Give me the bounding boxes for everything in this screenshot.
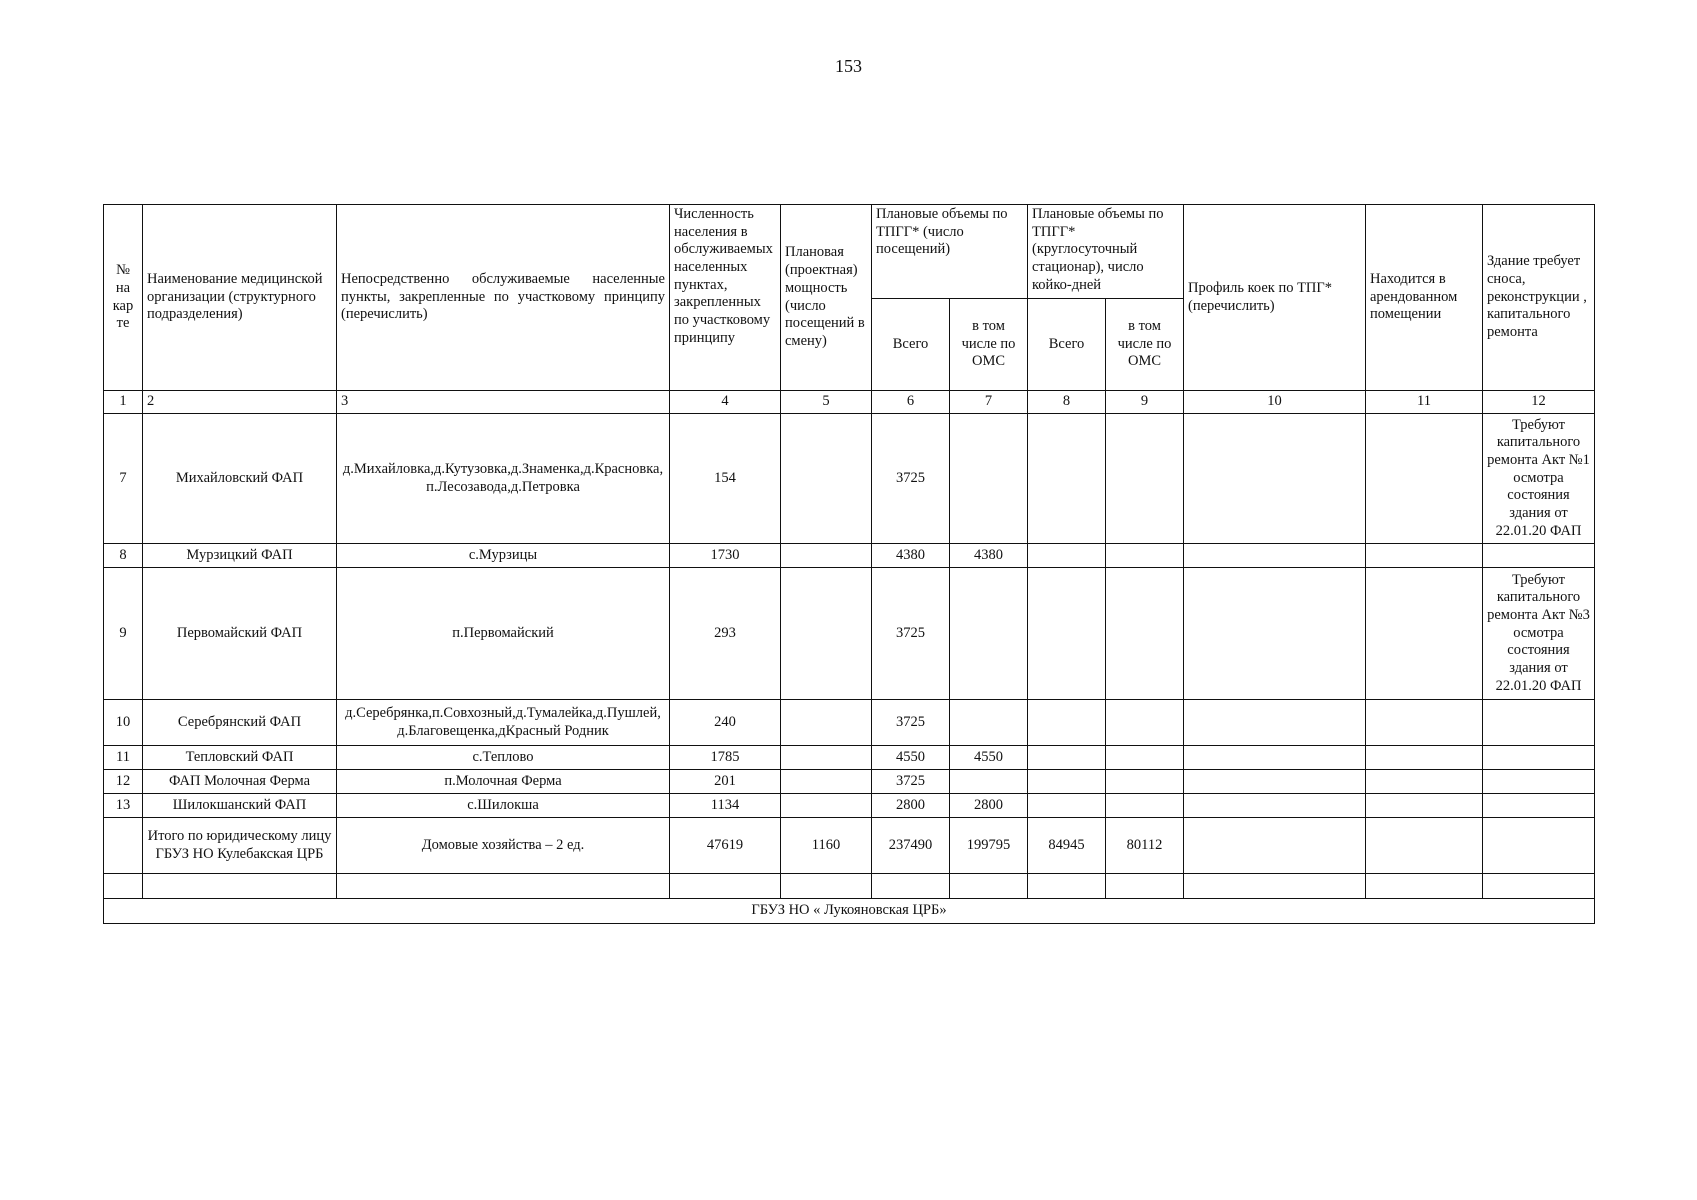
- cell-settlements: с.Мурзицы: [337, 544, 670, 568]
- cell-settlements: с.Теплово: [337, 746, 670, 770]
- cell-settlements: п.Молочная Ферма: [337, 770, 670, 794]
- cell-bed-profile: [1184, 544, 1366, 568]
- table-row: [104, 544, 1595, 568]
- column-number: 8: [1028, 391, 1106, 414]
- column-number: 9: [1106, 391, 1184, 414]
- cell-no: [104, 818, 143, 874]
- cell-population: 293: [670, 568, 781, 700]
- cell-beds-oms: [1106, 770, 1184, 794]
- cell-beds-total: [1028, 544, 1106, 568]
- table-body: [104, 414, 1595, 924]
- header-beds-group: Плановые объемы по ТПГГ* (круглосуточный стационар), число койко-дней: [1028, 205, 1184, 299]
- cell-repair: Требуют капитального ремонта Акт №3 осмотра состояния здания от 22.01.20 ФАП: [1483, 568, 1595, 700]
- empty-cell: [1184, 874, 1366, 899]
- cell-capacity: [781, 700, 872, 746]
- cell-bed-profile: [1184, 818, 1366, 874]
- column-number: 5: [781, 391, 872, 414]
- cell-no: 12: [104, 770, 143, 794]
- cell-repair: [1483, 818, 1595, 874]
- cell-capacity: 1160: [781, 818, 872, 874]
- cell-beds-oms: 80112: [1106, 818, 1184, 874]
- cell-capacity: [781, 770, 872, 794]
- cell-visits-total: 237490: [872, 818, 950, 874]
- cell-beds-total: [1028, 414, 1106, 544]
- cell-population: 1785: [670, 746, 781, 770]
- cell-visits-oms: [950, 568, 1028, 700]
- cell-beds-oms: [1106, 544, 1184, 568]
- cell-bed-profile: [1184, 568, 1366, 700]
- column-number: 10: [1184, 391, 1366, 414]
- cell-capacity: [781, 544, 872, 568]
- cell-rented: [1366, 544, 1483, 568]
- cell-capacity: [781, 794, 872, 818]
- cell-population: 154: [670, 414, 781, 544]
- cell-no: 11: [104, 746, 143, 770]
- cell-repair: [1483, 770, 1595, 794]
- cell-repair: [1483, 746, 1595, 770]
- total-row: [104, 818, 1595, 874]
- column-number: 12: [1483, 391, 1595, 414]
- cell-visits-total: 4550: [872, 746, 950, 770]
- cell-visits-oms: 4380: [950, 544, 1028, 568]
- header-rented: Находится в арендованном помещении: [1366, 205, 1483, 391]
- cell-settlements: Домовые хозяйства – 2 ед.: [337, 818, 670, 874]
- cell-repair: [1483, 794, 1595, 818]
- table-row: [104, 414, 1595, 544]
- cell-visits-oms: 4550: [950, 746, 1028, 770]
- header-beds-total: Всего: [1028, 299, 1106, 391]
- cell-beds-oms: [1106, 414, 1184, 544]
- empty-cell: [143, 874, 337, 899]
- header-bed-profile: Профиль коек по ТПГ* (перечислить): [1184, 205, 1366, 391]
- empty-cell: [872, 874, 950, 899]
- cell-visits-total: 3725: [872, 700, 950, 746]
- cell-bed-profile: [1184, 794, 1366, 818]
- cell-visits-oms: [950, 770, 1028, 794]
- cell-settlements: с.Шилокша: [337, 794, 670, 818]
- header-population: Численность населения в обслуживаемых населенных пунктах, закрепленных по участковому принципу: [670, 205, 781, 391]
- cell-visits-total: 2800: [872, 794, 950, 818]
- cell-population: 1730: [670, 544, 781, 568]
- cell-visits-oms: [950, 700, 1028, 746]
- cell-beds-total: [1028, 746, 1106, 770]
- cell-population: 240: [670, 700, 781, 746]
- section-title-row: [104, 899, 1595, 924]
- column-number: 1: [104, 391, 143, 414]
- empty-cell: [1106, 874, 1184, 899]
- cell-population: 1134: [670, 794, 781, 818]
- cell-beds-oms: [1106, 700, 1184, 746]
- cell-visits-total: 3725: [872, 568, 950, 700]
- cell-visits-oms: 199795: [950, 818, 1028, 874]
- header-repair: Здание требует сноса, реконструкции , капитального ремонта: [1483, 205, 1595, 391]
- column-number: 6: [872, 391, 950, 414]
- header-map-number: № на кар те: [104, 205, 143, 391]
- cell-no: 9: [104, 568, 143, 700]
- cell-rented: [1366, 818, 1483, 874]
- table-row: [104, 746, 1595, 770]
- cell-rented: [1366, 700, 1483, 746]
- cell-name: Первомайский ФАП: [143, 568, 337, 700]
- cell-beds-total: [1028, 770, 1106, 794]
- table-row: [104, 770, 1595, 794]
- table-header: [104, 205, 1595, 414]
- column-number: 4: [670, 391, 781, 414]
- cell-capacity: [781, 568, 872, 700]
- header-visits-group: Плановые объемы по ТПГГ* (число посещений): [872, 205, 1028, 299]
- cell-beds-oms: [1106, 746, 1184, 770]
- cell-no: 7: [104, 414, 143, 544]
- column-number: 7: [950, 391, 1028, 414]
- empty-cell: [1483, 874, 1595, 899]
- cell-repair: Требуют капитального ремонта Акт №1 осмотра состояния здания от 22.01.20 ФАП: [1483, 414, 1595, 544]
- cell-rented: [1366, 414, 1483, 544]
- table-row: [104, 568, 1595, 700]
- cell-name: Мурзицкий ФАП: [143, 544, 337, 568]
- header-capacity: Плановая (проектная) мощность (число посещений в смену): [781, 205, 872, 391]
- empty-cell: [1366, 874, 1483, 899]
- cell-visits-total: 4380: [872, 544, 950, 568]
- cell-bed-profile: [1184, 414, 1366, 544]
- cell-bed-profile: [1184, 770, 1366, 794]
- column-number-row: [104, 391, 1595, 414]
- cell-name: Михайловский ФАП: [143, 414, 337, 544]
- header-organization: Наименование медицинской организации (структурного подразделения): [143, 205, 337, 391]
- empty-cell: [104, 874, 143, 899]
- table-row: [104, 700, 1595, 746]
- cell-name: Итого по юридическому лицу ГБУЗ НО Кулебакская ЦРБ: [143, 818, 337, 874]
- cell-settlements: д.Михайловка,д.Кутузовка,д.Знаменка,д.Красновка,п.Лесозавода,д.Петровка: [337, 414, 670, 544]
- column-number: 11: [1366, 391, 1483, 414]
- page-number: 153: [835, 56, 862, 76]
- cell-beds-oms: [1106, 794, 1184, 818]
- cell-beds-oms: [1106, 568, 1184, 700]
- cell-population: 47619: [670, 818, 781, 874]
- empty-row: [104, 874, 1595, 899]
- cell-visits-oms: [950, 414, 1028, 544]
- cell-beds-total: [1028, 568, 1106, 700]
- cell-bed-profile: [1184, 700, 1366, 746]
- cell-name: Серебрянский ФАП: [143, 700, 337, 746]
- cell-beds-total: 84945: [1028, 818, 1106, 874]
- empty-cell: [781, 874, 872, 899]
- cell-bed-profile: [1184, 746, 1366, 770]
- cell-name: Тепловский ФАП: [143, 746, 337, 770]
- cell-settlements: д.Серебрянка,п.Совхозный,д.Тумалейка,д.Пушлей,д.Благовещенка,дКрасный Родник: [337, 700, 670, 746]
- cell-name: ФАП Молочная Ферма: [143, 770, 337, 794]
- cell-population: 201: [670, 770, 781, 794]
- cell-rented: [1366, 794, 1483, 818]
- cell-rented: [1366, 568, 1483, 700]
- cell-visits-total: 3725: [872, 770, 950, 794]
- cell-capacity: [781, 414, 872, 544]
- cell-name: Шилокшанский ФАП: [143, 794, 337, 818]
- cell-rented: [1366, 770, 1483, 794]
- column-number: 2: [143, 391, 337, 414]
- cell-visits-oms: 2800: [950, 794, 1028, 818]
- cell-visits-total: 3725: [872, 414, 950, 544]
- header-beds-oms: в том числе по ОМС: [1106, 299, 1184, 391]
- cell-no: 10: [104, 700, 143, 746]
- header-visits-total: Всего: [872, 299, 950, 391]
- section-title: ГБУЗ НО « Лукояновская ЦРБ»: [104, 899, 1595, 924]
- cell-no: 8: [104, 544, 143, 568]
- cell-beds-total: [1028, 700, 1106, 746]
- cell-rented: [1366, 746, 1483, 770]
- empty-cell: [950, 874, 1028, 899]
- cell-repair: [1483, 700, 1595, 746]
- empty-cell: [1028, 874, 1106, 899]
- cell-no: 13: [104, 794, 143, 818]
- table-row: [104, 794, 1595, 818]
- empty-cell: [670, 874, 781, 899]
- header-settlements: Непосредственно обслуживаемые населенные пункты, закрепленные по участковому принципу (перечислить): [337, 205, 670, 391]
- header-visits-oms: в том числе по ОМС: [950, 299, 1028, 391]
- empty-cell: [337, 874, 670, 899]
- column-number: 3: [337, 391, 670, 414]
- cell-repair: [1483, 544, 1595, 568]
- cell-beds-total: [1028, 794, 1106, 818]
- cell-settlements: п.Первомайский: [337, 568, 670, 700]
- cell-capacity: [781, 746, 872, 770]
- facilities-table: [103, 204, 1595, 924]
